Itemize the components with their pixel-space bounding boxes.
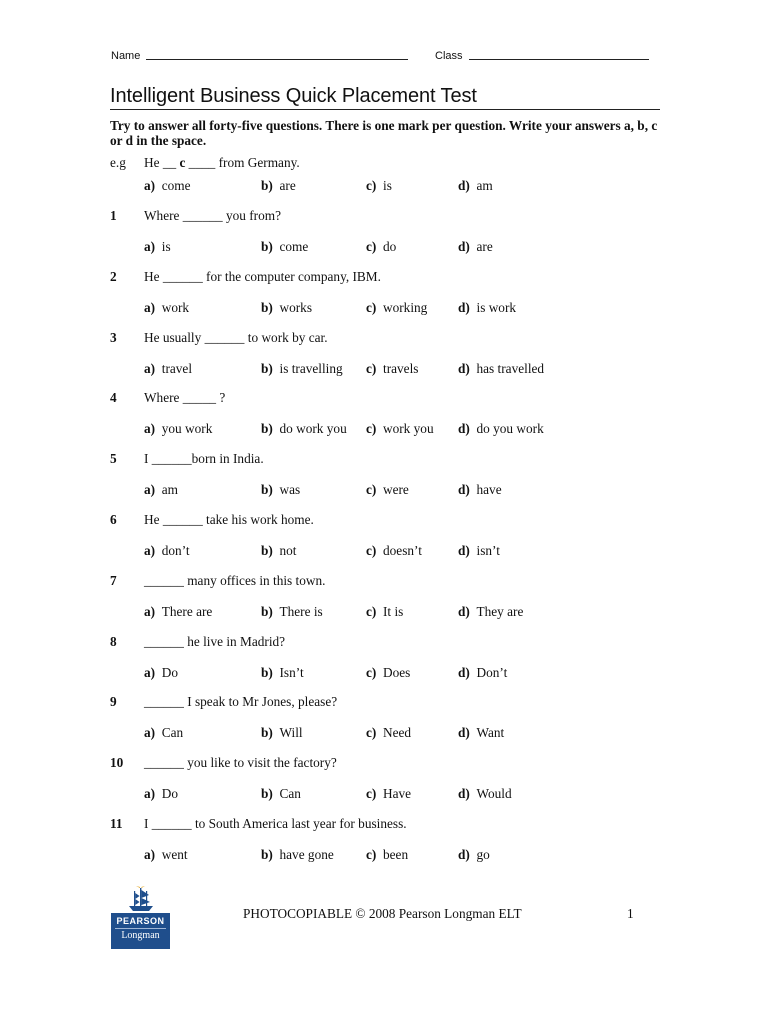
example-option-a: a ) come (144, 178, 191, 194)
option-a: a ) Do (144, 665, 178, 681)
option-c: c ) were (366, 482, 409, 498)
option-c: c ) travels (366, 361, 418, 377)
question-number: 11 (110, 816, 123, 831)
header-fields (111, 48, 463, 62)
option-c: c ) It is (366, 604, 403, 620)
page-title: Intelligent Business Quick Placement Test (110, 85, 477, 107)
question-number: 8 (110, 634, 117, 649)
option-d: d ) do you work (458, 421, 544, 437)
example-stem-before: He __ (144, 155, 180, 170)
option-d: d ) are (458, 239, 493, 255)
option-d: d ) has travelled (458, 361, 544, 377)
option-c: c ) been (366, 847, 408, 863)
option-c: c ) Need (366, 725, 411, 741)
name-blank-line (146, 48, 408, 60)
option-b: b ) Will (261, 725, 303, 741)
logo-divider (115, 928, 166, 929)
class-label: Class (435, 50, 463, 62)
option-b: b ) do work you (261, 421, 347, 437)
option-c: c ) doesn’t (366, 543, 422, 559)
option-a: a ) am (144, 482, 178, 498)
question-stem: ______ you like to visit the factory? (144, 755, 337, 770)
question-stem: I ______ to South America last year for business. (144, 816, 407, 831)
question-stem: Where ______ you from? (144, 208, 281, 223)
page-number: 1 (627, 906, 634, 921)
option-b: b ) Isn’t (261, 665, 304, 681)
example-stem (144, 155, 300, 171)
question-number: 5 (110, 451, 117, 466)
logo-text-pearson: PEARSON (116, 916, 165, 926)
question-number: 2 (110, 269, 117, 284)
option-a: a ) travel (144, 361, 192, 377)
name-label: Name (111, 50, 141, 62)
question-stem: ______ he live in Madrid? (144, 634, 286, 649)
example-label: e.g (110, 155, 126, 170)
option-a: a ) Do (144, 786, 178, 802)
option-b: b ) Can (261, 786, 301, 802)
question-stem: He usually ______ to work by car. (144, 330, 328, 345)
example-option-b: b ) are (261, 178, 296, 194)
option-c: c ) Does (366, 665, 410, 681)
option-b: b ) is travelling (261, 361, 343, 377)
option-c: c ) do (366, 239, 396, 255)
option-d: d ) go (458, 847, 490, 863)
option-b: b ) not (261, 543, 297, 559)
question-number: 3 (110, 330, 117, 345)
option-a: a ) is (144, 239, 171, 255)
option-d: d ) isn’t (458, 543, 500, 559)
option-c: c ) working (366, 300, 427, 316)
option-c: c ) work you (366, 421, 434, 437)
question-stem: ______ many offices in this town. (144, 573, 326, 588)
option-a: a ) Can (144, 725, 183, 741)
question-number: 6 (110, 512, 117, 527)
example-option-c: c ) is (366, 178, 392, 194)
option-b: b ) have gone (261, 847, 334, 863)
question-number: 10 (110, 755, 124, 770)
footer-copyright: PHOTOCOPIABLE © 2008 Pearson Longman ELT (243, 906, 522, 921)
option-d: d ) They are (458, 604, 523, 620)
option-d: d ) Don’t (458, 665, 507, 681)
option-d: d ) Want (458, 725, 504, 741)
option-b: b ) was (261, 482, 300, 498)
logo-text-longman: Longman (121, 930, 160, 941)
option-a: a ) don’t (144, 543, 190, 559)
example-answer: c (179, 155, 186, 170)
question-stem: ______ I speak to Mr Jones, please? (144, 694, 338, 709)
question-number: 4 (110, 390, 117, 405)
option-d: d ) is work (458, 300, 516, 316)
class-blank-line (469, 48, 649, 60)
question-stem: He ______ take his work home. (144, 512, 314, 527)
option-a: a ) There are (144, 604, 212, 620)
question-number: 7 (110, 573, 117, 588)
title-rule (110, 109, 660, 110)
example-option-d: d ) am (458, 178, 493, 194)
option-a: a ) work (144, 300, 189, 316)
option-b: b ) works (261, 300, 312, 316)
pearson-logo (111, 886, 170, 949)
option-a: a ) went (144, 847, 188, 863)
ship-icon (127, 886, 155, 912)
option-d: d ) have (458, 482, 502, 498)
option-a: a ) you work (144, 421, 212, 437)
option-c: c ) Have (366, 786, 411, 802)
instructions: Try to answer all forty-five questions. There is one mark per question. Write your answers a, b, c or d in the space. (110, 118, 658, 148)
option-b: b ) come (261, 239, 308, 255)
question-stem: I ______born in India. (144, 451, 264, 466)
question-number: 1 (110, 208, 117, 223)
question-stem: He ______ for the computer company, IBM. (144, 269, 381, 284)
question-number: 9 (110, 694, 117, 709)
example-stem-after: ____ from Germany. (185, 155, 300, 170)
option-b: b ) There is (261, 604, 323, 620)
option-d: d ) Would (458, 786, 512, 802)
question-stem: Where _____ ? (144, 390, 226, 405)
